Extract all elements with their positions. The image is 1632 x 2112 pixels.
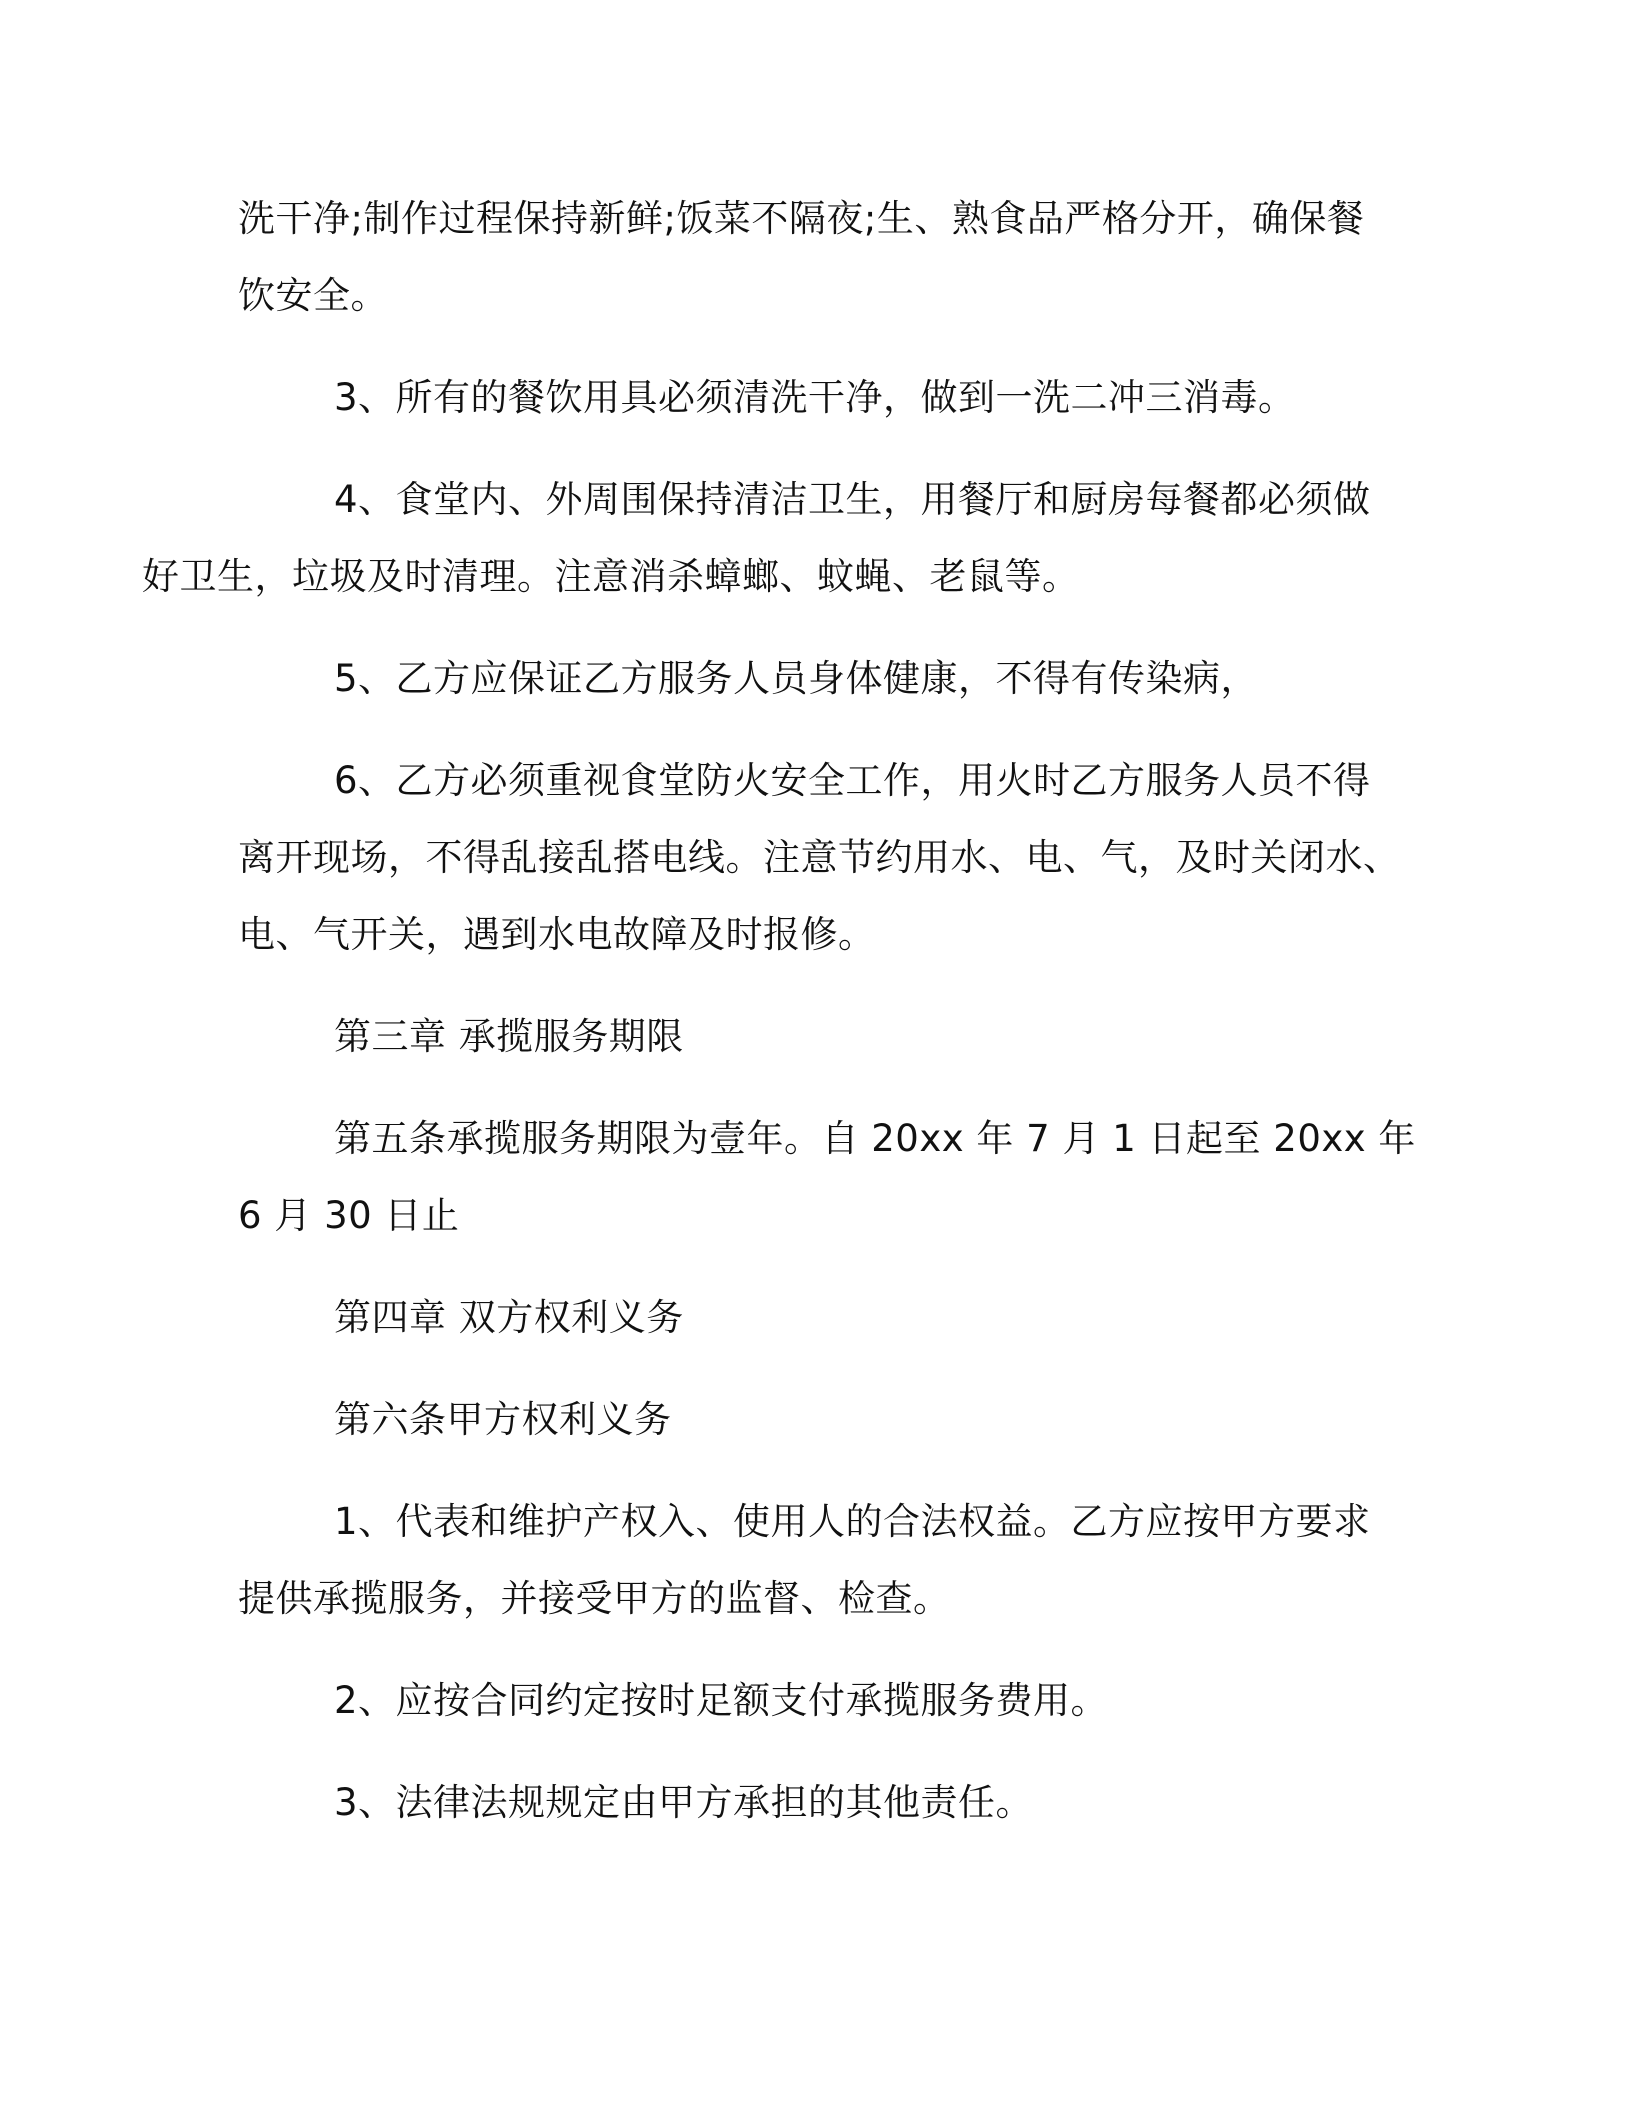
paragraph-item-3-utensils [238, 359, 1388, 436]
text-line: 第六条甲方权利义务 [334, 1398, 672, 1441]
paragraph-item-5-health [238, 640, 1388, 717]
text-line: 1、代表和维护产权入、使用人的合法权益。乙方应按甲方要求 [334, 1500, 1371, 1543]
text-line: 3、法律法规规定由甲方承担的其他责任。 [334, 1781, 1034, 1824]
paragraph-party-a-item-3 [238, 1764, 1388, 1841]
text-line: 5、乙方应保证乙方服务人员身体健康，不得有传染病， [334, 657, 1259, 700]
document-body [142, 180, 1416, 1866]
article-5-service-period [238, 1100, 1416, 1254]
text-line: 第五条承揽服务期限为壹年。自 20xx 年 7 月 1 日起至 20xx 年 [334, 1117, 1416, 1160]
text-line: 6 月 30 日止 [238, 1194, 460, 1237]
text-line: 第四章 双方权利义务 [334, 1296, 684, 1339]
text-line: 2、应按合同约定按时足额支付承揽服务费用。 [334, 1679, 1109, 1722]
paragraph-item-6-fire-safety [238, 742, 1401, 973]
paragraph-item-4-cleanliness [142, 461, 1388, 615]
text-line: 3、所有的餐饮用具必须清洗干净，做到一洗二冲三消毒。 [334, 376, 1296, 419]
text-line: 离开现场，不得乱接乱搭电线。注意节约用水、电、气，及时关闭水、 [238, 836, 1401, 879]
paragraph-party-a-item-1 [238, 1483, 1388, 1637]
text-line: 6、乙方必须重视食堂防火安全工作，用火时乙方服务人员不得 [334, 759, 1371, 802]
paragraph-food-safety-continuation [238, 180, 1388, 334]
chapter-4-heading [238, 1279, 1388, 1356]
text-line: 4、食堂内、外周围保持清洁卫生，用餐厅和厨房每餐都必须做 [334, 478, 1371, 521]
text-line: 第三章 承揽服务期限 [334, 1015, 684, 1058]
article-6-heading [238, 1381, 1388, 1458]
text-line: 饮安全。 [238, 274, 388, 317]
paragraph-party-a-item-2 [238, 1662, 1388, 1739]
text-line: 电、气开关，遇到水电故障及时报修。 [238, 913, 876, 956]
text-line: 提供承揽服务，并接受甲方的监督、检查。 [238, 1577, 951, 1620]
text-line: 洗干净;制作过程保持新鲜;饭菜不隔夜;生、熟食品严格分开，确保餐 [238, 197, 1365, 240]
text-line: 好卫生，垃圾及时清理。注意消杀蟑螂、蚊蝇、老鼠等。 [142, 555, 1080, 598]
chapter-3-heading [238, 998, 1388, 1075]
